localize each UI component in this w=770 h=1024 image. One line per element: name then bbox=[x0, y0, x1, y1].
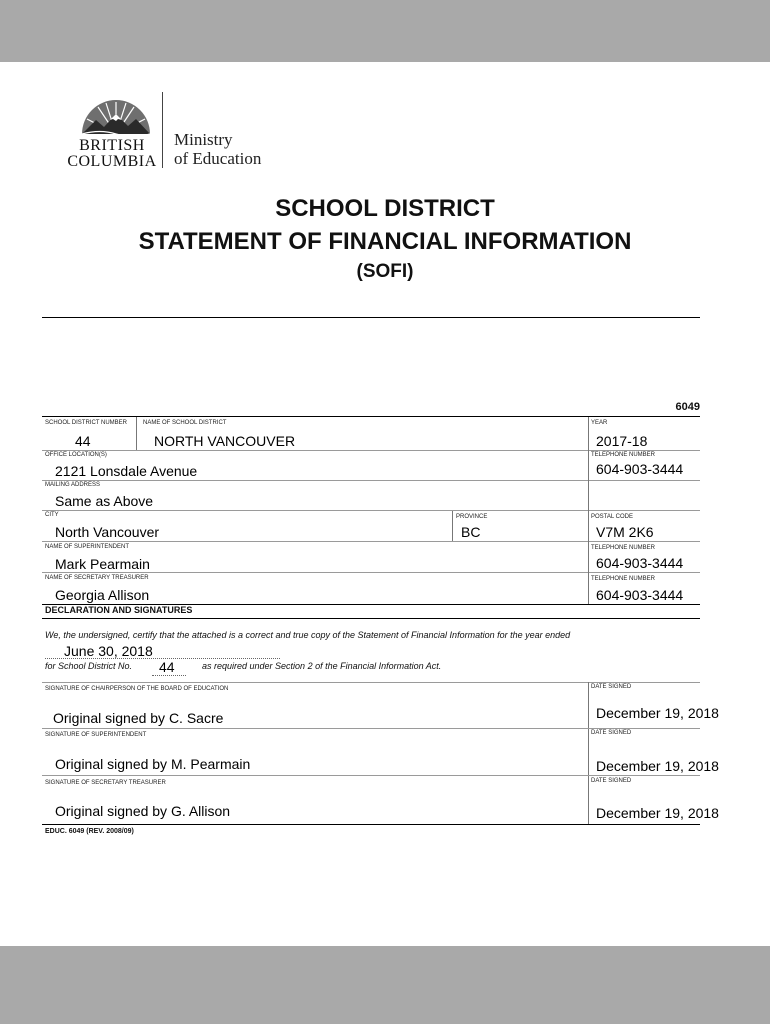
sig-super-label: SIGNATURE OF SUPERINTENDENT bbox=[45, 732, 147, 738]
bc-ministry-logo bbox=[66, 90, 276, 170]
doc-title-line2: STATEMENT OF FINANCIAL INFORMATION bbox=[138, 228, 632, 255]
sig-sec-date-label: DATE SIGNED bbox=[591, 778, 632, 784]
title-rule bbox=[42, 317, 700, 318]
sig-chair-label: SIGNATURE OF CHAIRPERSON OF THE BOARD OF EDUCATION bbox=[45, 686, 229, 692]
declaration-heading: DECLARATION AND SIGNATURES bbox=[45, 605, 193, 615]
logo-ministry-text bbox=[174, 130, 261, 168]
form-column-rule bbox=[136, 417, 137, 450]
district-no-line bbox=[152, 675, 186, 676]
district-name-value: NORTH VANCOUVER bbox=[154, 433, 296, 449]
office-phone-value: 604-903-3444 bbox=[596, 461, 684, 477]
superintendent-phone-value: 604-903-3444 bbox=[596, 555, 684, 571]
year-ended-value: June 30, 2018 bbox=[64, 643, 153, 659]
signature-row-rule bbox=[42, 775, 700, 776]
sig-sec-date-value: December 19, 2018 bbox=[596, 805, 719, 821]
secretary-treasurer-value: Georgia Allison bbox=[55, 587, 150, 603]
sig-sec-value: Original signed by G. Allison bbox=[55, 803, 231, 819]
city-label: CITY bbox=[45, 512, 59, 518]
doc-title-line3: (SOFI) bbox=[356, 261, 414, 282]
form-row-rule bbox=[42, 541, 700, 542]
city-value: North Vancouver bbox=[55, 524, 160, 540]
office-location-label: OFFICE LOCATION(S) bbox=[45, 452, 107, 458]
year-value: 2017-18 bbox=[596, 433, 648, 449]
form-number: 6049 bbox=[675, 401, 700, 413]
district-no-text: for School District No. bbox=[45, 661, 133, 671]
logo-divider bbox=[162, 92, 163, 168]
sig-chair-date-value: December 19, 2018 bbox=[596, 705, 719, 721]
postal-code-value: V7M 2K6 bbox=[596, 524, 654, 540]
logo-line-columbia: COLUMBIA bbox=[67, 153, 157, 170]
declaration-rule bbox=[42, 618, 700, 619]
signature-row-rule bbox=[42, 682, 700, 683]
financial-act-text: as required under Section 2 of the Financial Information Act. bbox=[202, 661, 442, 671]
form-revision-code: EDUC. 6049 (REV. 2008/09) bbox=[45, 828, 134, 835]
district-name-label: NAME OF SCHOOL DISTRICT bbox=[143, 420, 227, 426]
doc-title-line1: SCHOOL DISTRICT bbox=[275, 195, 495, 222]
form-column-rule bbox=[452, 511, 453, 541]
superintendent-value: Mark Pearmain bbox=[55, 556, 150, 572]
mailing-address-value: Same as Above bbox=[55, 493, 154, 509]
sig-super-date-label: DATE SIGNED bbox=[591, 730, 632, 736]
form-column-rule bbox=[588, 417, 589, 604]
province-value: BC bbox=[461, 524, 481, 540]
bottom-gray-band bbox=[0, 946, 770, 1024]
sig-chair-value: Original signed by C. Sacre bbox=[53, 710, 224, 726]
form-row-rule bbox=[42, 480, 700, 481]
secretary-phone-value: 604-903-3444 bbox=[596, 587, 684, 603]
superintendent-label: NAME OF SUPERINTENDENT bbox=[45, 544, 130, 550]
logo-bc-text bbox=[66, 138, 158, 170]
postal-code-label: POSTAL CODE bbox=[591, 514, 634, 520]
form-row-rule bbox=[42, 572, 700, 573]
district-number-value: 44 bbox=[75, 433, 91, 449]
signature-column-rule bbox=[588, 682, 589, 824]
logo-line-british: BRITISH bbox=[79, 137, 145, 154]
declaration-text: We, the undersigned, certify that the attached is a correct and true copy of the Statement of Financial Information for the year ended bbox=[45, 630, 571, 640]
secretary-treasurer-label: NAME OF SECRETARY TREASURER bbox=[45, 575, 149, 581]
sig-sec-label: SIGNATURE OF SECRETARY TREASURER bbox=[45, 780, 166, 786]
sig-super-value: Original signed by M. Pearmain bbox=[55, 756, 251, 772]
sig-chair-date-label: DATE SIGNED bbox=[591, 684, 632, 690]
district-no-value: 44 bbox=[159, 659, 175, 675]
form-row-rule bbox=[42, 510, 700, 511]
top-gray-band bbox=[0, 0, 770, 62]
office-location-value: 2121 Lonsdale Avenue bbox=[55, 463, 198, 479]
logo-ministry-line1: Ministry bbox=[174, 130, 233, 149]
secretary-phone-label: TELEPHONE NUMBER bbox=[591, 576, 656, 582]
form-bottom-rule bbox=[42, 824, 700, 825]
province-label: PROVINCE bbox=[456, 514, 488, 520]
office-phone-label: TELEPHONE NUMBER bbox=[591, 452, 656, 458]
signature-row-rule bbox=[42, 728, 700, 729]
logo-ministry-line2: of Education bbox=[174, 149, 262, 168]
year-label: YEAR bbox=[591, 420, 608, 426]
form-top-rule bbox=[42, 416, 700, 417]
district-number-label: SCHOOL DISTRICT NUMBER bbox=[45, 420, 128, 426]
mailing-address-label: MAILING ADDRESS bbox=[45, 482, 101, 488]
superintendent-phone-label: TELEPHONE NUMBER bbox=[591, 545, 656, 551]
sig-super-date-value: December 19, 2018 bbox=[596, 758, 719, 774]
form-row-rule bbox=[42, 450, 700, 451]
bc-sun-mountain-emblem-icon bbox=[76, 90, 156, 140]
